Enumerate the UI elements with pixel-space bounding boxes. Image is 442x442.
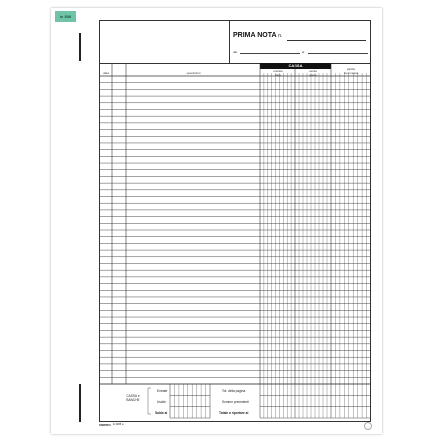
to-label: al: [302, 50, 305, 54]
form-code-tag: ie 300: [55, 11, 76, 22]
uscite-sub-label: avere: [309, 72, 317, 77]
footer-cassa-banche: CASSA e BANCHE: [126, 394, 140, 402]
footer-entrate: Entrate: [157, 389, 168, 393]
entrate-label: entrate: [273, 69, 283, 73]
col-head-operazioni: operazioni: [186, 71, 201, 75]
title-text: PRIMA NOTA: [233, 32, 277, 39]
partite-sub-label: fuori cassa: [343, 70, 359, 75]
col-head-data: data: [103, 71, 109, 75]
footer-totale-riportare: Totale a riportare al: [219, 411, 249, 415]
number-label: n.: [278, 33, 283, 39]
footer-somme-precedenti: Somme precedenti: [222, 400, 249, 404]
form-code-label: E 3005 a: [113, 423, 124, 426]
entrate-sub-label: dare: [274, 72, 281, 77]
from-label: dal: [233, 50, 238, 54]
footer-tot-pagina: Tot. della pagina: [222, 389, 246, 393]
uscite-label: uscite: [309, 69, 317, 73]
cassa-header: CASSA: [260, 63, 331, 69]
page-corner-mark: [364, 422, 372, 430]
footer-uscite: Uscite: [157, 400, 166, 404]
brand-label: UNIPRO: [99, 423, 111, 427]
footer-saldo: Saldo al: [155, 411, 168, 415]
partite-label: partite: [346, 67, 356, 71]
